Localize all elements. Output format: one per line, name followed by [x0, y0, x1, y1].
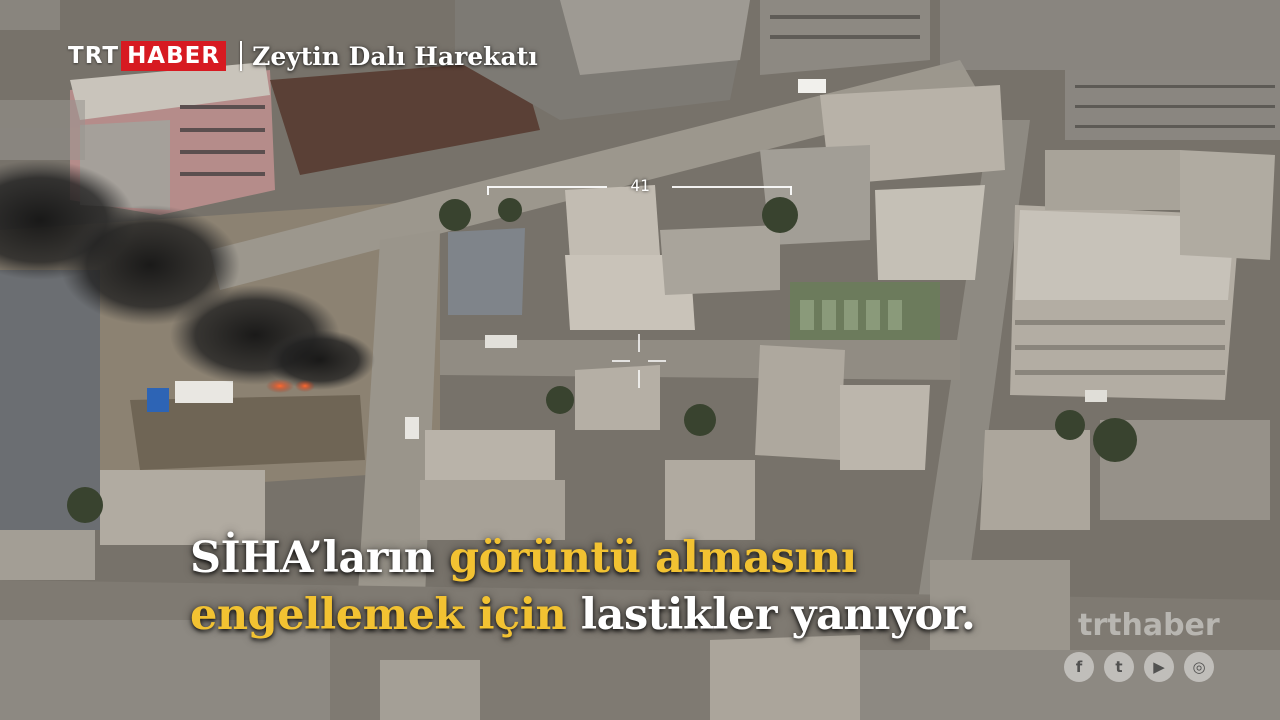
subtitle-line-1: [190, 530, 1090, 587]
logo-trt-text: TRT: [68, 43, 120, 69]
subtitle-segment-highlight: görüntü almasını: [448, 533, 857, 583]
hud-bracket-right: [672, 186, 792, 188]
facebook-icon: f: [1064, 652, 1094, 682]
logo-divider: [240, 41, 242, 71]
channel-watermark: trthaber: [1078, 608, 1220, 643]
subtitle-segment: lastikler yanıyor.: [580, 590, 976, 640]
program-title: Zeytin Dalı Harekatı: [252, 41, 538, 71]
logo-haber-badge: HABER: [121, 41, 226, 71]
social-icons: [1064, 652, 1214, 682]
crosshair-icon: [612, 334, 666, 388]
youtube-icon: ▶: [1144, 652, 1174, 682]
hud-tick-left: [487, 186, 489, 195]
twitter-icon: t: [1104, 652, 1134, 682]
subtitle-segment: SİHA’ların: [190, 533, 449, 583]
hud-bracket-left: [487, 186, 607, 188]
hud-tick-right: [790, 186, 792, 195]
hud-altitude-readout: 41: [630, 176, 650, 195]
subtitle-line-2: [190, 587, 1090, 644]
news-subtitle: [190, 530, 1090, 644]
instagram-icon: ◎: [1184, 652, 1214, 682]
broadcast-logo: [68, 40, 538, 72]
subtitle-segment-highlight: engellemek için: [190, 590, 581, 640]
